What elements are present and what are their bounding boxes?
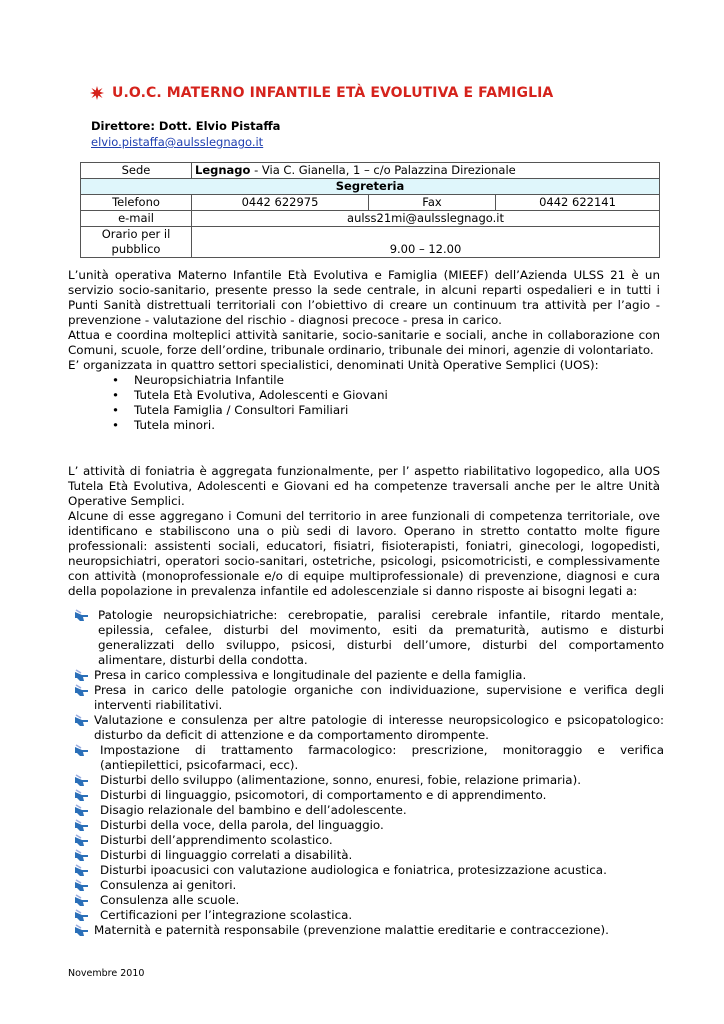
pointing-hand-icon: [74, 684, 89, 697]
email-label: e-mail: [81, 211, 192, 227]
list-item: Disturbi della voce, della parola, del linguaggio.: [74, 818, 664, 833]
orario-value: 9.00 – 12.00: [192, 227, 660, 258]
intro-paragraph-1: L’unità operativa Materno Infantile Età Evolutiva e Famiglia (MIEEF) dell’Azienda ULSS 21 è un servizio socio-sanitario, presente presso la sede centrale, in alcuni reparti ospedalieri e in tutti i Punti Sanità distrettuali territoriali con l’obiettivo di creare un continuum tra attività per l’agio - prevenzione - valutazione del rischio - diagnosi precoce - presa in carico.: [68, 268, 660, 327]
list-item: Maternità e paternità responsabile (prevenzione malattie ereditarie e contraccezione).: [74, 923, 664, 938]
list-item: Impostazione di trattamento farmacologico: prescrizione, monitoraggio e verifica (antiepilettici, psicofarmaci, ecc).: [74, 743, 664, 773]
list-item: Disturbi ipoacusici con valutazione audiologica e foniatrica, protesizzazione acustica.: [74, 863, 664, 878]
segreteria-header: Segreteria: [81, 179, 660, 195]
pointing-hand-icon: [74, 879, 89, 892]
red-star-icon: [90, 86, 104, 100]
body-paragraph-2: Alcune di esse aggregano i Comuni del territorio in aree funzionali di competenza territoriale, ove identificano e stabiliscono una o più sedi di lavoro. Operano in stretto contatto molte figure professionali: assistenti sociali, educatori, fisiatri, fisioterapisti, foniatri, ginecologi, logopedisti, neuropsichiatri, operatori socio-sanitari, ostetriche, psicologi, psicomotricisti, e complessivamente con attività (monoprofessionale e/o di equipe multiprofessionale) di prevenzione, diagnosi e cura della popolazione in prevalenza infantile ed adolescenziale si danno risposte ai bisogni legati a:: [68, 509, 660, 598]
sede-value: [192, 163, 660, 179]
director-name: Direttore: Dott. Elvio Pistaffa: [91, 119, 281, 133]
list-item: • Tutela minori.: [68, 418, 660, 433]
pointing-hand-icon: [74, 864, 89, 877]
sede-address: - Via C. Gianella, 1 – c/o Palazzina Direzionale: [250, 163, 516, 177]
orario-label-line-2: pubblico: [111, 242, 161, 256]
list-item: • Tutela Famiglia / Consultori Familiari: [68, 403, 660, 418]
list-item: Certificazioni per l’integrazione scolastica.: [74, 908, 664, 923]
title-row: [90, 85, 553, 101]
orario-label-line-1: Orario per il: [101, 227, 171, 241]
pointing-hand-icon: [74, 924, 89, 937]
body-paragraph-1: L’ attività di foniatria è aggregata funzionalmente, per l’ aspetto riabilitativo logopedico, alla UOS Tutela Età Evolutiva, Adolescenti e Giovani ed ha competenze traversali anche per le altre Unità Operative Semplici.: [68, 464, 660, 508]
list-item: Consulenza alle scuole.: [74, 893, 664, 908]
contact-table: [80, 162, 660, 258]
pointing-hand-icon: [74, 819, 89, 832]
pointing-hand-icon: [74, 744, 89, 757]
intro-paragraph-3: E’ organizzata in quattro settori specialistici, denominati Unità Operative Semplici (UOS):: [68, 358, 599, 372]
email-value: aulss21mi@aulsslegnago.it: [192, 211, 660, 227]
director-email-link[interactable]: elvio.pistaffa@aulsslegnago.it: [91, 135, 264, 149]
orario-label: [81, 227, 192, 258]
list-item: Valutazione e consulenza per altre patologie di interesse neuropsicologico e psicopatologico: disturbo da deficit di attenzione e da comportamento dirompente.: [74, 713, 664, 743]
sede-label: Sede: [81, 163, 192, 179]
telefono-label: Telefono: [81, 195, 192, 211]
pointing-hand-icon: [74, 714, 89, 727]
page-title: U.O.C. MATERNO INFANTILE ETÀ EVOLUTIVA E FAMIGLIA: [112, 85, 554, 101]
list-item: Presa in carico complessiva e longitudinale del paziente e della famiglia.: [74, 668, 664, 683]
list-item: Disturbi di linguaggio, psicomotori, di comportamento e di apprendimento.: [74, 788, 664, 803]
list-item: Consulenza ai genitori.: [74, 878, 664, 893]
intro-paragraph-2: Attua e coordina molteplici attività sanitarie, socio-sanitarie e sociali, anche in collaborazione con Comuni, scuole, forze dell’ordine, tribunale ordinario, tribunale dei minori, agenzie di volontariato.: [68, 328, 660, 357]
pointing-hand-icon: [74, 669, 89, 682]
pointing-hand-icon: [74, 849, 89, 862]
body-section: [68, 464, 660, 599]
pointing-hand-icon: [74, 774, 89, 787]
telefono-value: 0442 622975: [192, 195, 369, 211]
intro-section: [68, 268, 660, 433]
pointing-hand-icon: [74, 804, 89, 817]
fax-value: 0442 622141: [496, 195, 660, 211]
uos-list: [68, 373, 660, 433]
list-item: Disturbi di linguaggio correlati a disabilità.: [74, 848, 664, 863]
fax-label: Fax: [369, 195, 496, 211]
pointing-hand-icon: [74, 909, 89, 922]
pointing-hand-icon: [74, 834, 89, 847]
pointing-hand-icon: [74, 894, 89, 907]
pointing-hand-icon: [74, 609, 89, 622]
footer-date: Novembre 2010: [68, 968, 145, 979]
list-item: Disturbi dello sviluppo (alimentazione, sonno, enuresi, fobie, relazione primaria).: [74, 773, 664, 788]
sede-city: Legnago: [195, 163, 251, 177]
list-item: Disturbi dell’apprendimento scolastico.: [74, 833, 664, 848]
list-item: • Neuropsichiatria Infantile: [68, 373, 660, 388]
list-item: Presa in carico delle patologie organiche con individuazione, supervisione e verifica degli interventi riabilitativi.: [74, 683, 664, 713]
list-item: Patologie neuropsichiatriche: cerebropatie, paralisi cerebrale infantile, ritardo mentale, epilessia, cefalee, disturbi del movimento, esiti da prematurità, autismo e disturbi generalizzati dello sviluppo, psicosi, disturbi dell’umore, disturbi del comportamento alimentare, disturbi della condotta.: [74, 608, 664, 668]
list-item: • Tutela Età Evolutiva, Adolescenti e Giovani: [68, 388, 660, 403]
pointing-hand-icon: [74, 789, 89, 802]
needs-list: [74, 608, 664, 938]
list-item: Disagio relazionale del bambino e dell’adolescente.: [74, 803, 664, 818]
